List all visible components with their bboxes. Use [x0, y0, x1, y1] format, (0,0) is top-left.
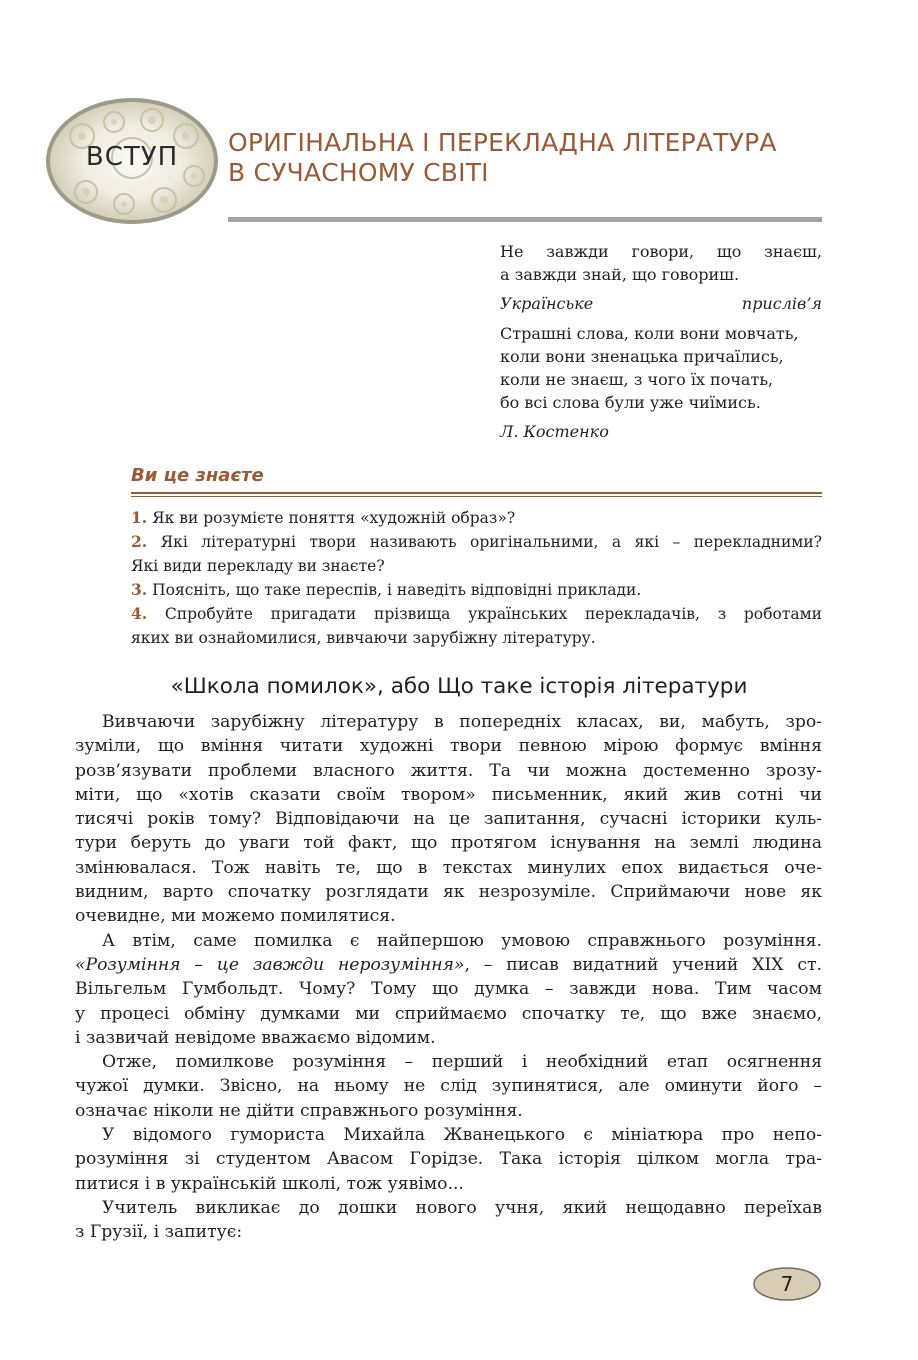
epigraph-line: бо всі слова були уже чиїмись.	[500, 393, 761, 412]
text-line: міти, що «хотів сказати своїм твором» письменник, який жив сотні чи	[75, 784, 822, 805]
text-fragment: , – писав видатний учений XIX ст.	[464, 954, 822, 975]
text-line: зуміли, що вміння читати художні твори певною мірою формує вміння	[75, 736, 822, 757]
review-divider	[131, 492, 822, 494]
page-number: 7	[780, 1272, 794, 1296]
epigraph-line: коли не знаєш, з чого їх почать,	[500, 370, 774, 389]
text-line: очевидне, ми можемо помилятися.	[75, 906, 396, 927]
question-text: Як ви розумієте поняття «художній образ»?	[152, 509, 516, 527]
section-title: «Школа помилок», або Що таке історія літератури	[170, 674, 748, 699]
text-line: розуміння зі студентом Авасом Горідзе. Така історія цілком могла тра-	[75, 1149, 822, 1170]
review-questions	[131, 506, 822, 650]
text-line: Вивчаючи зарубіжну літературу в попередніх класах, ви, мабуть, зро-	[102, 712, 822, 732]
text-line: питися і в українській школі, тож уявімо...	[75, 1173, 464, 1194]
question-number: 1.	[131, 508, 148, 527]
text-line: Учитель викликає до дошки нового учня, який нещодавно переїхав	[102, 1197, 822, 1218]
question-item	[131, 506, 822, 530]
question-number: 3.	[131, 580, 148, 599]
epigraph-author: Українське прислів’я	[500, 294, 822, 313]
text-line: У відомого гумориста Михайла Жванецького є мініатюра про непо-	[102, 1125, 822, 1146]
text-line: А втім, саме помилка є найпершою умовою справжнього розуміння.	[102, 930, 822, 951]
question-text: Поясніть, що таке переспів, і наведіть відповідні приклади.	[152, 581, 642, 599]
epigraph-line: Не завжди говори, що знаєш,	[500, 242, 822, 261]
text-line: означає ніколи не дійти справжнього розуміння.	[75, 1100, 523, 1121]
text-line: чужої думки. Звісно, на ньому не слід зупинятися, але оминути його –	[75, 1076, 822, 1097]
review-heading: Ви це знаєте	[131, 465, 264, 486]
chapter-title-line-2: В СУЧАСНОМУ СВІТІ	[228, 158, 489, 187]
epigraph-line: коли вони зненацька причаїлись,	[500, 347, 784, 366]
epigraph-line: Страшні слова, коли вони мовчать,	[500, 324, 799, 343]
title-divider	[228, 217, 822, 222]
question-text-continued: яких ви ознайомилися, вивчаючи зарубіжну літературу.	[131, 629, 596, 647]
question-item	[131, 530, 822, 554]
body-text	[75, 710, 822, 1245]
question-text: Спробуйте пригадати прізвища українських перекладачів, з роботами	[164, 605, 822, 623]
text-line: у процесі обміну думками ми сприймаємо спочатку те, що вже знаємо,	[75, 1003, 822, 1024]
badge-label: ВСТУП	[85, 142, 179, 172]
chapter-title	[228, 128, 828, 188]
chapter-title-line-1: ОРИГІНАЛЬНА І ПЕРЕКЛАДНА ЛІТЕРАТУРА	[228, 128, 777, 157]
text-line: з Грузії, і запитує:	[75, 1222, 243, 1243]
epigraph-line: а завжди знай, що говориш.	[500, 265, 740, 284]
text-line: і зазвичай невідоме вважаємо відомим.	[75, 1027, 436, 1048]
question-text: Які літературні твори називають оригінальними, а які – перекладними?	[160, 533, 822, 551]
epigraph-author: Л. Костенко	[500, 422, 609, 441]
question-item	[131, 602, 822, 626]
chapter-badge	[44, 96, 220, 226]
text-line: видним, варто спочатку розглядати як незрозуміле. Сприймаючи нове як	[75, 882, 822, 903]
text-line: Вільгельм Гумбольдт. Чому? Тому що думка – завжди нова. Тим часом	[75, 979, 822, 1000]
page-number-badge	[752, 1266, 822, 1302]
epigraph-poem	[500, 322, 822, 443]
question-item	[131, 578, 822, 602]
review-divider-thin	[131, 496, 822, 497]
text-line: тури беруть до уваги той факт, що протягом існування на землі людина	[75, 833, 822, 854]
text-line: розв’язувати проблеми власного життя. Та чи можна достеменно зрозу-	[75, 760, 822, 781]
text-line	[75, 953, 822, 977]
text-line: Отже, помилкове розуміння – перший і необхідний етап осягнення	[102, 1052, 822, 1073]
question-number: 2.	[131, 532, 148, 551]
epigraph-proverb	[500, 240, 822, 315]
text-line: змінювалася. Тож навіть те, що в текстах минулих епох видається оче-	[75, 857, 822, 878]
quote-italic: «Розуміння – це завжди нерозуміння»	[75, 954, 465, 975]
question-text-continued: Які види перекладу ви знаєте?	[131, 557, 385, 575]
text-line: тисячі років тому? Відповідаючи на це запитання, сучасні історики куль-	[75, 809, 822, 830]
question-number: 4.	[131, 604, 148, 623]
